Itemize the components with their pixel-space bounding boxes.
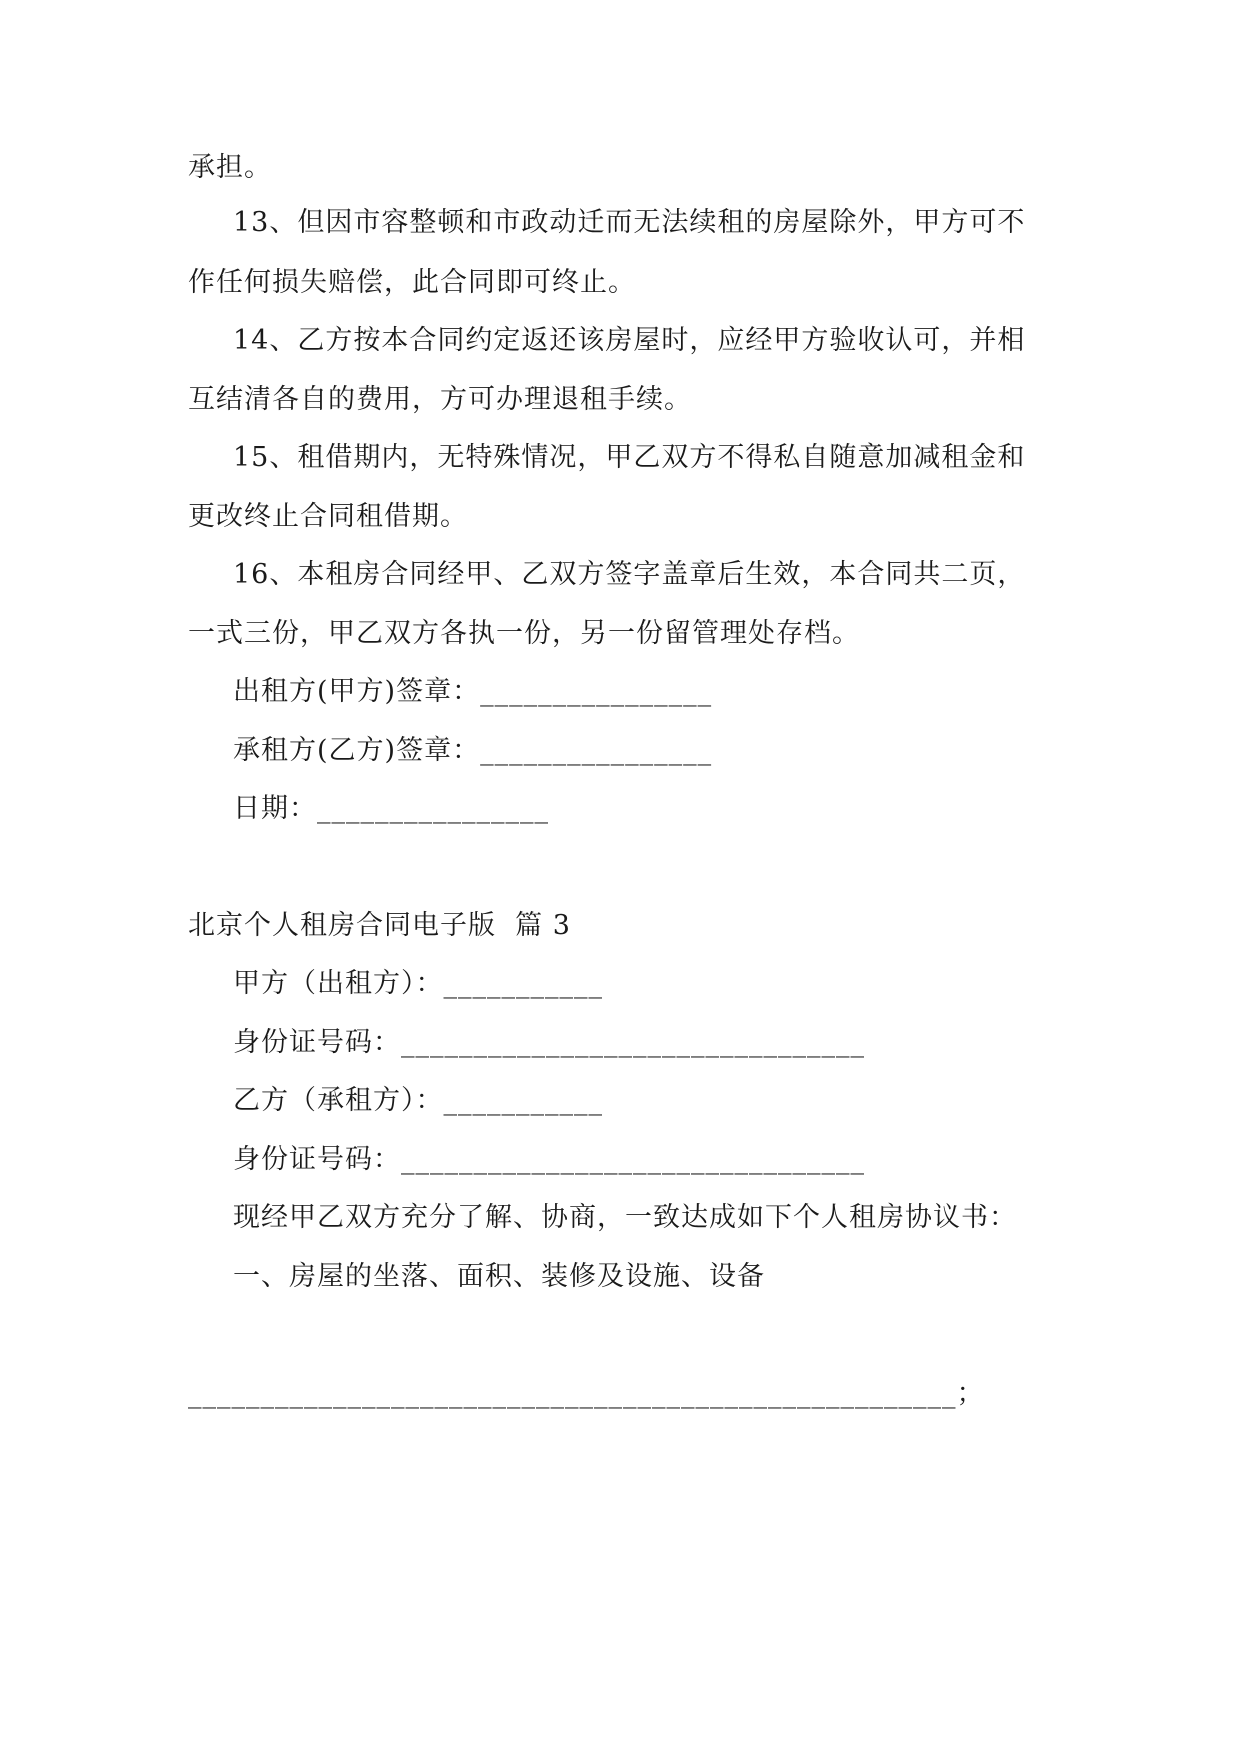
clause-14-line-1: 14、乙方按本合同约定返还该房屋时，应经甲方验收认可，并相 [233,325,1026,356]
clause-16-line-1: 16、本租房合同经甲、乙双方签字盖章后生效，本合同共二页， [233,559,1026,590]
lessee-signature-line: 承租方(乙方)签章：________________ [233,735,713,766]
agreement-intro-line: 现经甲乙双方充分了解、协商，一致达成如下个人租房协议书： [233,1202,1017,1233]
section-one-heading: 一、房屋的坐落、面积、装修及设施、设备 [233,1261,765,1292]
clause-16-line-2: 一式三份，甲乙双方各执一份，另一份留管理处存档。 [188,618,860,649]
party-b-line: 乙方（承租方）：___________ [233,1085,603,1116]
party-b-id-line: 身份证号码：________________________________ [233,1144,865,1175]
party-a-line: 甲方（出租方）：___________ [233,968,603,999]
clause-14-line-2: 互结清各自的费用，方可办理退租手续。 [188,384,692,415]
clause-15-line-1: 15、租借期内，无特殊情况，甲乙双方不得私自随意加减租金和 [233,442,1026,473]
section-title: 北京个人租房合同电子版 篇 3 [188,910,571,941]
text-line: 承担。 [188,152,272,183]
lessor-signature-line: 出租方(甲方)签章：________________ [233,676,713,707]
party-a-id-line: 身份证号码：________________________________ [233,1027,865,1058]
clause-13-line-2: 作任何损失赔偿，此合同即可终止。 [188,267,636,298]
clause-13-line-1: 13、但因市容整顿和市政动迁而无法续租的房屋除外，甲方可不 [233,207,1026,238]
blank-fill-line: _____________________________________________________； [188,1378,985,1409]
clause-15-line-2: 更改终止合同租借期。 [188,501,468,532]
date-line: 日期：________________ [233,793,549,824]
